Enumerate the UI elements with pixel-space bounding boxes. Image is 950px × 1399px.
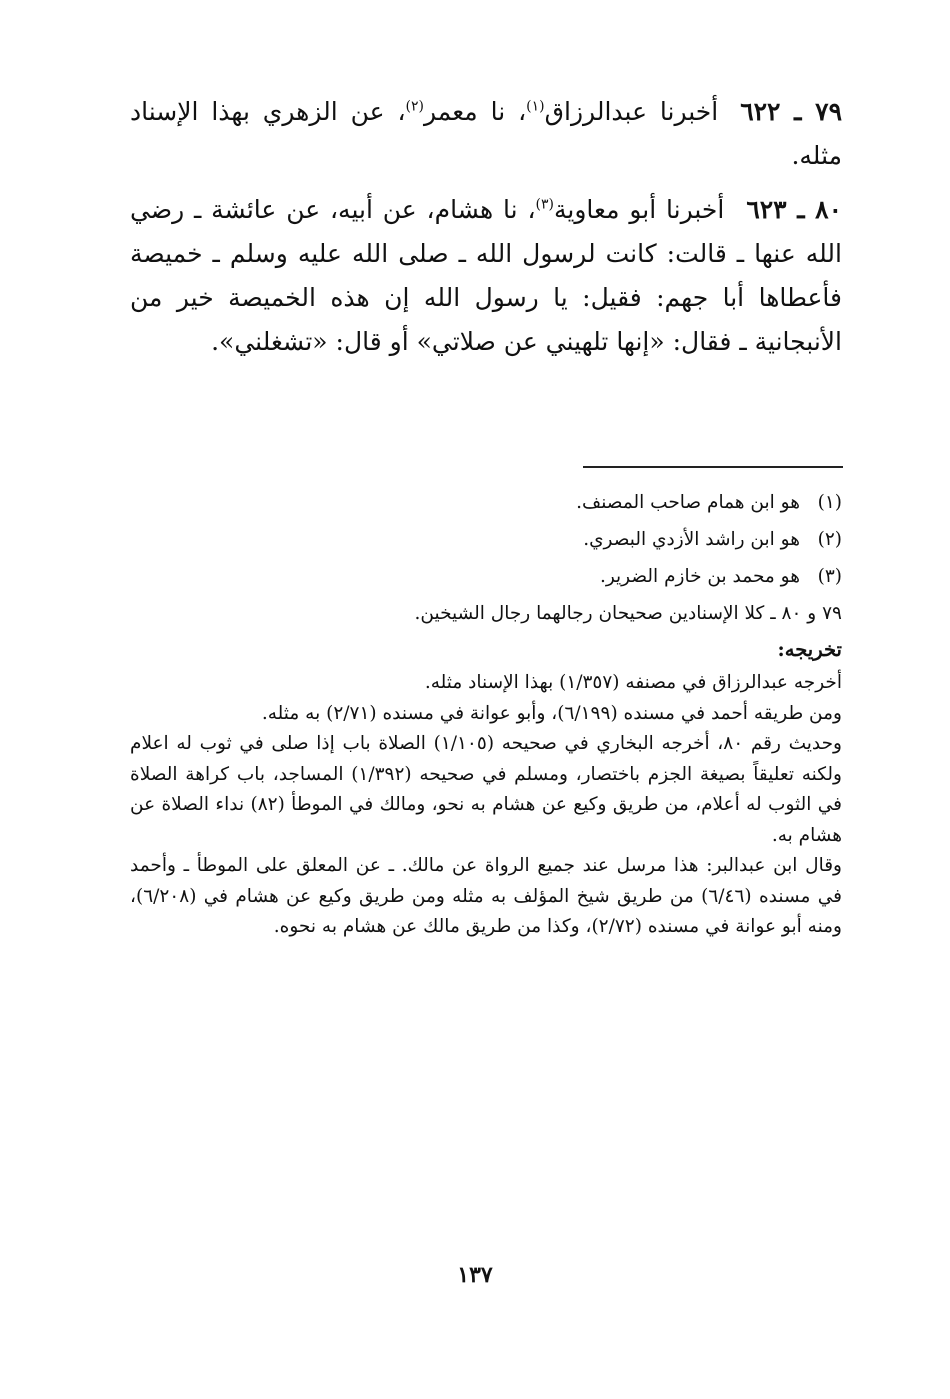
takhrij-paragraph: أخرجه عبدالرزاق في مصنفه (١/٣٥٧) بهذا الإسناد مثله. [424,672,842,693]
footnote-3: (٣)هو محمد بن خازم الضرير. [599,566,842,587]
footnote-ref: (٣) [535,196,554,213]
takhrij-heading: تخريجه: [777,638,842,661]
takhrij-paragraph: وقال ابن عبدالبر: هذا مرسل عند جميع الرواة عن مالك. ـ عن المعلق على الموطأ ـ وأحمد في مسنده (٦/٤٦) من طريق شيخ المؤلف به مثله ومن طريق وكيع عن هشام في (٦/٢٠٨)، ومنه أبو عوانة في مسنده (٢/٧٢)، وكذا من طريق مالك عن هشام به نحوه. [130,855,842,937]
footnote-ref: (١) [526,98,545,115]
note-79-80: ٧٩ و ٨٠ ـ كلا الإسنادين صحيحان رجالهما رجال الشيخين. [414,603,842,624]
footnote-1: (١)هو ابن همام صاحب المصنف. [576,492,842,513]
hadith-80: ٨٠ ـ ٦٢٣أخبرنا أبو معاوية$^{(٣)}$، نا هشام، عن أبيه، عن عائشة ـ رضي الله عنها ـ قالت: كانت لرسول الله ـ صلى الله عليه وسلم ـ خميصة فأعطاها أبا جهم: فقيل: يا رسول الله إن هذه الخميصة خير من الأنبجانية ـ فقال: «إنها تلهيني عن صلاتي» أو قال: «تشغلني». [130,195,842,356]
takhrij-paragraph: وحديث رقم ٨٠، أخرجه البخاري في صحيحه (١/١٠٥) الصلاة باب إذا صلى في ثوب له اعلام ولكنه تعليقاً بصيغة الجزم باختصار، ومسلم في صحيحه (١/٣٩٢) المساجد، باب كراهة الصلاة في الثوب له أعلام، من طريق وكيع عن هشام به نحو، ومالك في الموطأ (٨٢) نداء الصلاة عن هشام به. [130,733,843,846]
hadith-number: ٨٠ ـ ٦٢٣ [746,195,842,224]
footnote-separator [583,466,843,468]
footnote-ref: (٢) [405,98,424,115]
hadith-number: ٧٩ ـ ٦٢٢ [740,97,843,126]
footnotes-section [130,484,842,943]
main-text [130,90,842,364]
footnote-2: (٢)هو ابن راشد الأزدي البصري. [583,529,842,550]
page-number: ١٣٧ [457,1262,493,1288]
hadith-79: ٧٩ ـ ٦٢٢أخبرنا عبدالرزاق$^{(١)}$، نا معمر$^{(٢)}$، عن الزهري بهذا الإسناد مثله. [130,97,843,170]
takhrij-paragraph: ومن طريقه أحمد في مسنده (٦/١٩٩)، وأبو عوانة في مسنده (٢/٧١) به مثله. [261,702,842,724]
